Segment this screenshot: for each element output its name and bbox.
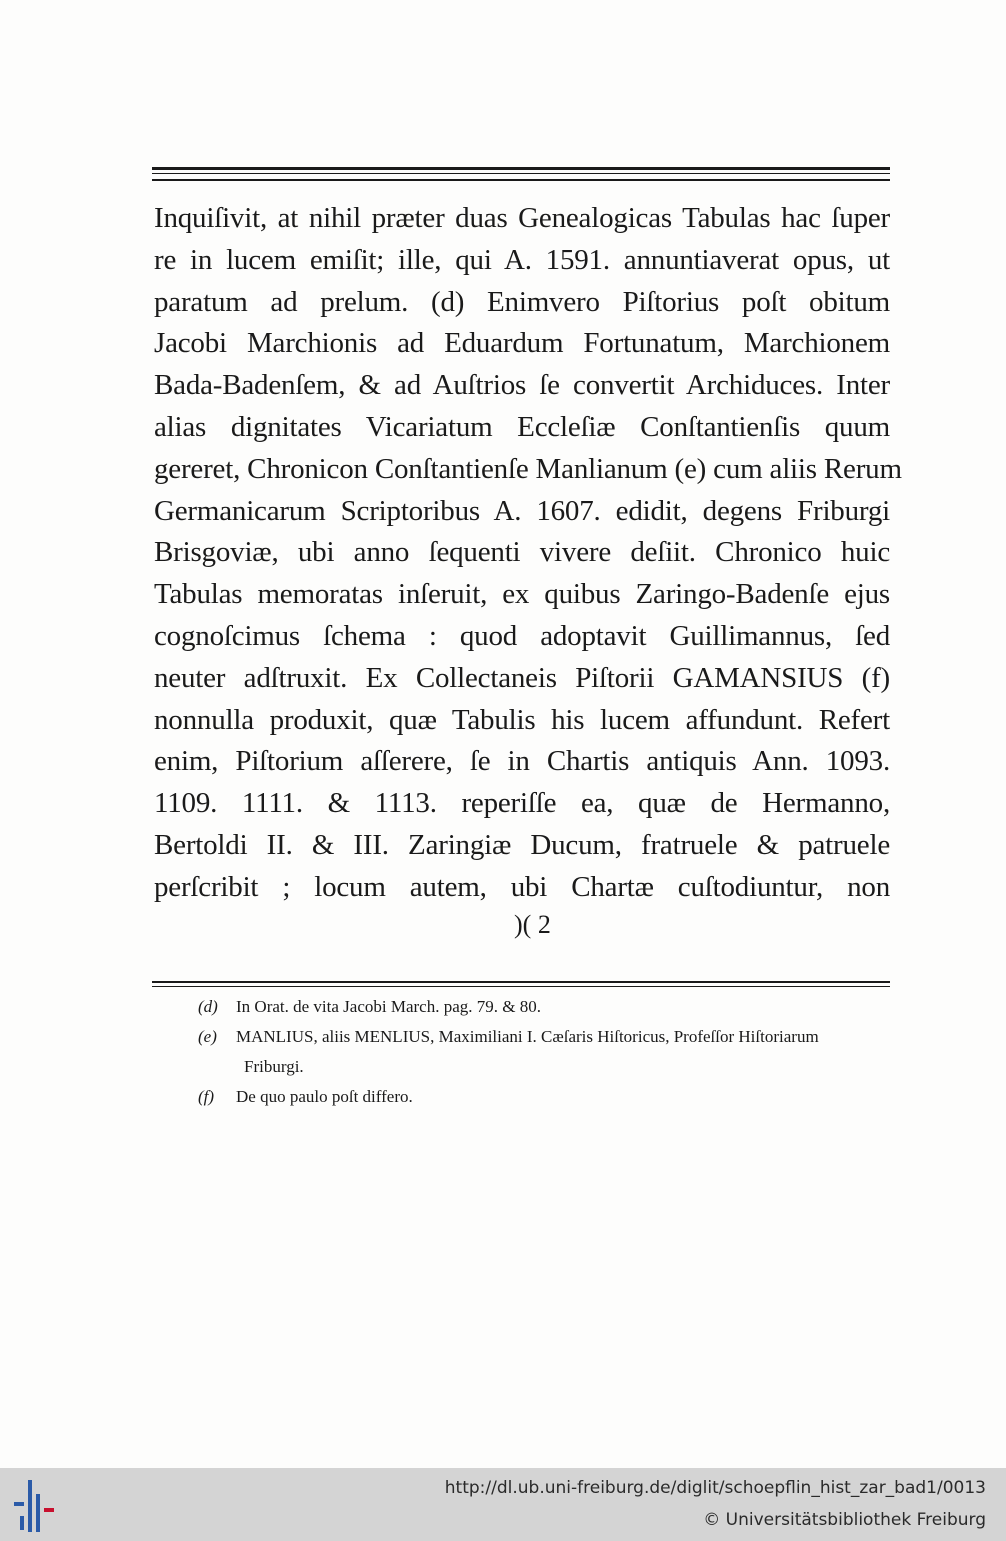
text-line: Tabulas memoratas inſeruit, ex quibus Zaringo-Badenſe ejus	[154, 578, 890, 611]
footnote-continuation: Friburgi.	[244, 1057, 304, 1076]
text-line: Jacobi Marchionis ad Eduardum Fortunatum, Marchionem	[154, 327, 890, 360]
footnote-rule-thin	[152, 986, 890, 987]
text-line: perſcribit ; locum autem, ubi Chartæ cuſtodiuntur, non	[154, 870, 890, 903]
footnote-mark: (d)	[198, 997, 218, 1016]
text-line: Bada-Badenſem, & ad Auſtrios ſe convertit Archiduces. Inter	[154, 369, 890, 402]
text-line: alias dignitates Vicariatum Eccleſiæ Conſtantienſis quum	[154, 410, 890, 443]
footnote-text: De quo paulo poſt differo.	[236, 1087, 413, 1106]
viewer-footer	[0, 1468, 1006, 1541]
footnote-text: In Orat. de vita Jacobi March. pag. 79. & 80.	[236, 997, 541, 1016]
header-rule-thin	[152, 173, 890, 174]
footnote	[198, 1082, 892, 1112]
text-line: paratum ad prelum. (d) Enimvero Piſtorius poſt obitum	[154, 285, 890, 318]
footnote-text: MANLIUS, aliis MENLIUS, Maximiliani I. Cæſaris Hiſtoricus, Profeſſor Hiſtoriarum	[236, 1027, 819, 1046]
text-line: neuter adſtruxit. Ex Collectaneis Piſtorii GAMANSIUS (f)	[154, 661, 890, 694]
footnotes	[198, 992, 892, 1112]
source-url-link[interactable]: http://dl.ub.uni-freiburg.de/diglit/schoepflin_hist_zar_bad1/0013	[444, 1478, 986, 1498]
catchword: )( 2	[514, 910, 551, 939]
copyright-text: © Universitätsbibliothek Freiburg	[703, 1510, 986, 1530]
footnote	[198, 1022, 892, 1052]
text-line: Brisgoviæ, ubi anno ſequenti vivere deſiit. Chronico huic	[154, 536, 890, 569]
footnote-mark: (e)	[198, 1027, 217, 1046]
text-line: gereret, Chronicon Conſtantienſe Manlianum (e) cum aliis Rerum	[154, 452, 902, 485]
text-line: Bertoldi II. & III. Zaringiæ Ducum, fratruele & patruele	[154, 828, 890, 861]
footnote	[198, 992, 892, 1022]
footnote-mark: (f)	[198, 1087, 215, 1106]
text-line: nonnulla produxit, quæ Tabulis his lucem affundunt. Refert	[154, 703, 890, 736]
ub-freiburg-logo-icon	[12, 1478, 64, 1534]
header-rule-thick	[152, 167, 890, 170]
text-line: enim, Piſtorium aſſerere, ſe in Chartis antiquis Ann. 1093.	[154, 745, 890, 778]
footnote-rule	[152, 981, 890, 983]
text-line: 1109. 1111. & 1113. reperiſſe ea, quæ de Hermanno,	[154, 787, 890, 820]
header-rule-lower	[152, 179, 890, 181]
text-line: Inquiſivit, at nihil præter duas Genealogicas Tabulas hac ſuper	[154, 202, 890, 234]
text-line: re in lucem emiſit; ille, qui A. 1591. annuntiaverat opus, ut	[154, 243, 890, 276]
body-text	[154, 198, 902, 909]
text-line: Germanicarum Scriptoribus A. 1607. edidit, degens Friburgi	[154, 494, 890, 527]
text-line: cognoſcimus ſchema : quod adoptavit Guillimannus, ſed	[154, 619, 890, 652]
